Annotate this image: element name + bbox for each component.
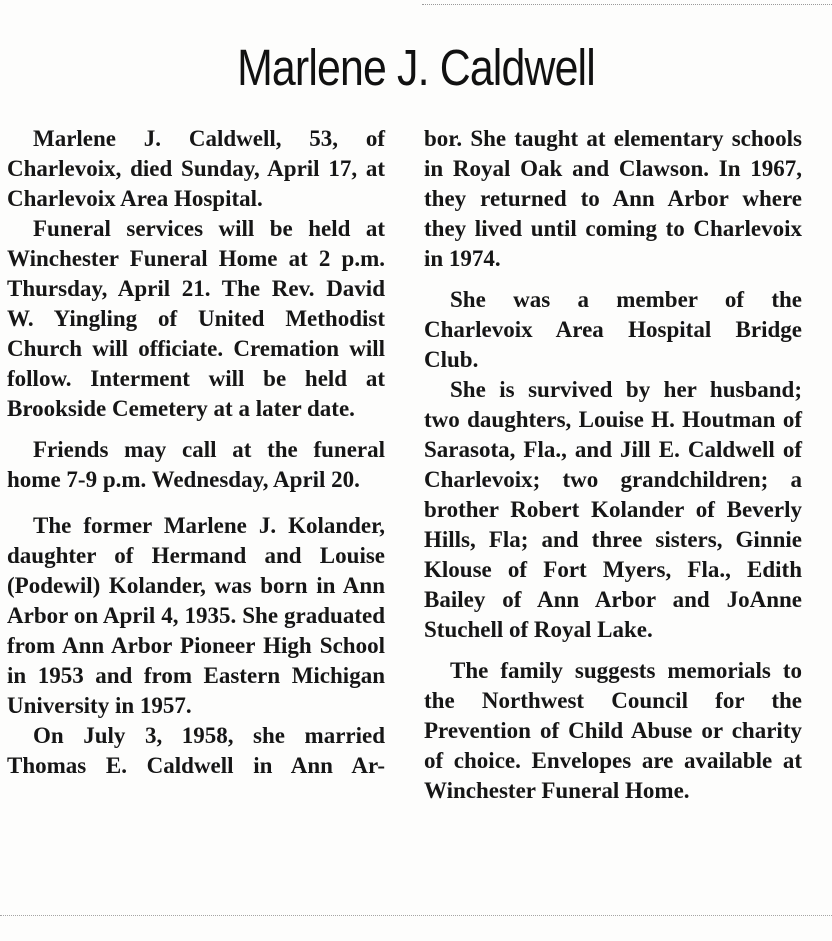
bottom-dotted-rule — [0, 915, 832, 916]
paragraph-marriage-start: On July 3, 1958, she married Thomas E. Caldwell in Ann Ar- — [7, 723, 385, 778]
paragraph-funeral-services: Funeral services will be held at Winchester Funeral Home at 2 p.m. Thursday, April 21. The Rev. David W. Yingling of United Methodist Church will officiate. Cremation will follow. Interment will be held at Brookside Cemetery at a later date. — [7, 216, 385, 421]
paragraph-memorials: The family suggests memorials to the Northwest Council for the Prevention of Child Abuse or charity of choice. Envelopes are available at Winchester Funeral Home. — [424, 658, 802, 803]
paragraph-death-notice: Marlene J. Caldwell, 53, of Charlevoix, died Sunday, April 17, at Charlevoix Area Hospital. — [7, 126, 385, 211]
paragraph-memberships: She was a member of the Charlevoix Area Hospital Bridge Club. — [424, 287, 802, 372]
paragraph-visitation: Friends may call at the funeral home 7-9 p.m. Wednesday, April 20. — [7, 437, 385, 492]
paragraph-survivors: She is survived by her husband; two daughters, Louise H. Houtman of Sarasota, Fla., and Jill E. Caldwell of Charlevoix; two grandchildren; a brother Robert Kolander of Beverly Hills, Fla; and three sisters, Ginnie Klouse of Fort Myers, Fla., Edith Bailey of Ann Arbor and JoAnne Stuchell of Royal Lake. — [424, 377, 802, 642]
right-column — [424, 124, 802, 806]
top-dotted-rule — [422, 4, 832, 5]
paragraph-marriage-continued: bor. She taught at elementary schools in Royal Oak and Clawson. In 1967, they returned to Ann Arbor where they lived until coming to Charlevoix in 1974. — [424, 126, 802, 271]
left-column — [7, 124, 385, 781]
obituary-headline: Marlene J. Caldwell — [237, 39, 595, 96]
paragraph-biography: The former Marlene J. Kolander, daughter of Hermand and Louise (Podewil) Kolander, was born in Ann Arbor on April 4, 1935. She graduated from Ann Arbor Pioneer High School in 1953 and from Eastern Michigan University in 1957. — [7, 513, 385, 718]
